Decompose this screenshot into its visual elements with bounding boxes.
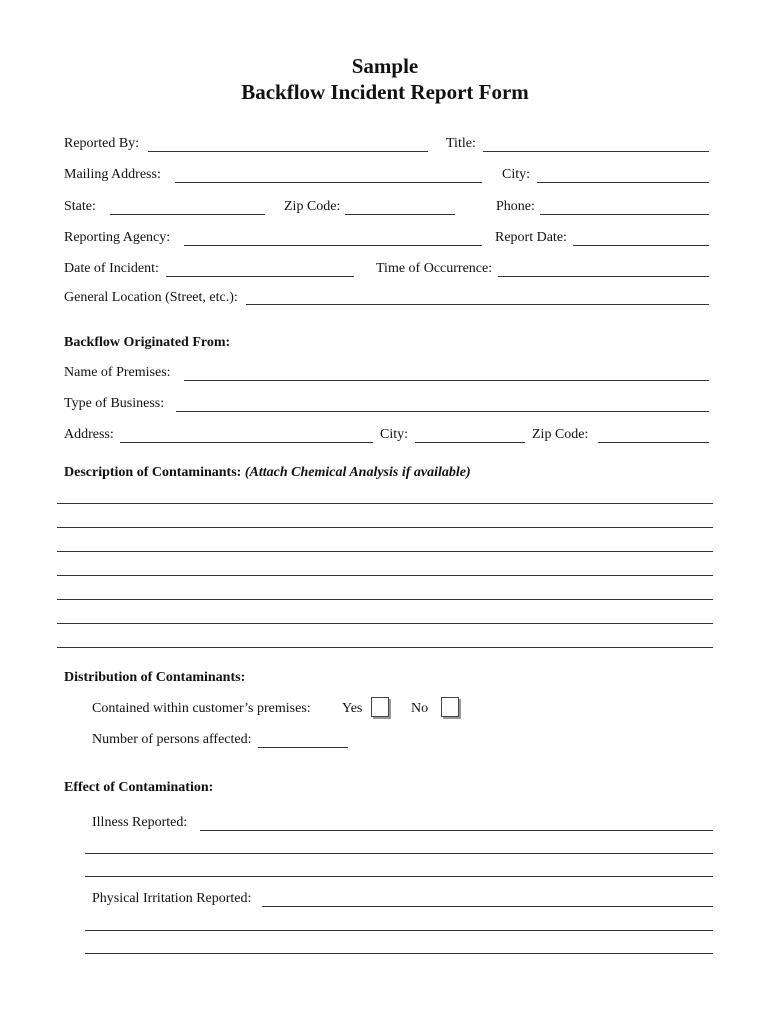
phone-label: Phone: [496, 199, 535, 214]
illness-line[interactable] [85, 876, 713, 877]
contained-label: Contained within customer’s premises: [92, 701, 311, 716]
illness-line[interactable] [85, 853, 713, 854]
form-title-line2: Backflow Incident Report Form [241, 80, 529, 104]
irritation-line[interactable] [85, 930, 713, 931]
origin-zip-label: Zip Code: [532, 427, 589, 442]
date-of-incident-field[interactable] [166, 276, 354, 277]
zip-code-field[interactable] [345, 214, 455, 215]
title-field[interactable] [483, 151, 709, 152]
reported-by-field[interactable] [148, 151, 428, 152]
mailing-address-label: Mailing Address: [64, 167, 161, 182]
form-title-line1: Sample [351, 54, 419, 78]
contaminants-line[interactable] [57, 527, 713, 528]
persons-affected-label: Number of persons affected: [92, 732, 252, 747]
name-of-premises-label: Name of Premises: [64, 365, 171, 380]
reported-by-label: Reported By: [64, 136, 140, 151]
time-of-occurrence-label: Time of Occurrence: [376, 261, 493, 276]
irritation-field[interactable] [262, 906, 713, 907]
contaminants-heading [64, 465, 471, 481]
city-field[interactable] [537, 182, 709, 183]
yes-label: Yes [342, 701, 363, 716]
yes-checkbox[interactable] [371, 697, 389, 717]
general-location-field[interactable] [246, 304, 709, 305]
date-of-incident-label: Date of Incident: [64, 261, 159, 276]
origin-city-field[interactable] [415, 442, 525, 443]
origin-address-field[interactable] [120, 442, 373, 443]
contaminants-line[interactable] [57, 503, 713, 504]
state-label: State: [64, 199, 96, 214]
zip-code-label: Zip Code: [284, 199, 341, 214]
origin-city-label: City: [380, 427, 409, 442]
reporting-agency-label: Reporting Agency: [64, 230, 171, 245]
irritation-label: Physical Irritation Reported: [92, 891, 252, 906]
contaminants-line[interactable] [57, 575, 713, 576]
contaminants-heading-text: Description of Contaminants: [64, 465, 242, 480]
contaminants-line[interactable] [57, 623, 713, 624]
type-of-business-label: Type of Business: [64, 396, 165, 411]
type-of-business-field[interactable] [176, 411, 709, 412]
report-date-label: Report Date: [495, 230, 567, 245]
contaminants-note: (Attach Chemical Analysis if available) [244, 465, 471, 480]
contaminants-line[interactable] [57, 551, 713, 552]
origin-heading: Backflow Originated From: [64, 335, 231, 350]
contaminants-line[interactable] [57, 599, 713, 600]
effect-heading: Effect of Contamination: [64, 780, 214, 795]
mailing-address-field[interactable] [175, 182, 482, 183]
phone-field[interactable] [540, 214, 709, 215]
no-checkbox[interactable] [441, 697, 459, 717]
origin-zip-field[interactable] [598, 442, 709, 443]
report-date-field[interactable] [573, 245, 709, 246]
time-of-occurrence-field[interactable] [498, 276, 709, 277]
irritation-line[interactable] [85, 953, 713, 954]
general-location-label: General Location (Street, etc.): [64, 290, 238, 305]
city-label: City: [502, 167, 531, 182]
contaminants-line[interactable] [57, 647, 713, 648]
origin-address-label: Address: [64, 427, 114, 442]
state-field[interactable] [110, 214, 265, 215]
no-label: No [411, 701, 429, 716]
illness-label: Illness Reported: [92, 815, 188, 830]
name-of-premises-field[interactable] [184, 380, 709, 381]
persons-affected-field[interactable] [258, 747, 348, 748]
title-label: Title: [446, 136, 476, 151]
distribution-heading: Distribution of Contaminants: [64, 670, 246, 685]
reporting-agency-field[interactable] [184, 245, 482, 246]
illness-field[interactable] [200, 830, 713, 831]
